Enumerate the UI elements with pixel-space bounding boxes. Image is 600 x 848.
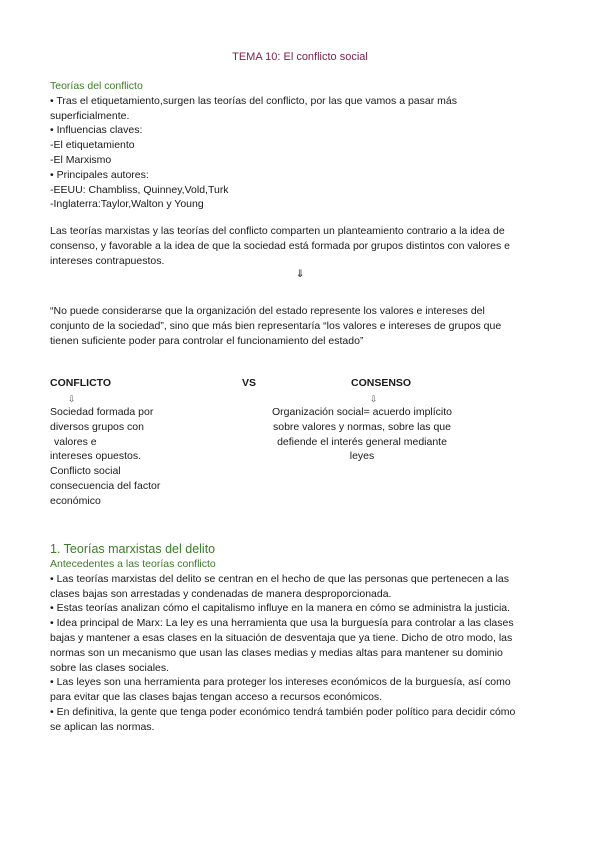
consenso-description: [262, 405, 462, 464]
conflicto-title: CONFLICTO: [50, 377, 112, 389]
text-line: • Principales autores:: [50, 168, 149, 181]
text-line: Sociedad formada por: [50, 406, 154, 418]
text-line: superficialmente.: [50, 109, 130, 122]
text-line: • Estas teorías analizan cómo el capitalismo influye en la manera en cómo se administra la justicia.: [50, 602, 511, 615]
text-line: -El Marxismo: [50, 153, 112, 166]
section-heading: 1. Teorías marxistas del delito: [50, 542, 216, 556]
quote-line: tienen suficiente poder para controlar el funcionamiento del estado”: [50, 334, 364, 347]
paragraph-consenso: [50, 224, 550, 282]
text-line: • Las leyes son una herramienta para proteger los intereses económicos de la burguesía, así como: [50, 676, 511, 689]
vs-label: VS: [242, 377, 257, 389]
text-line: para evitar que las clases bajas tengan acceso a recursos económicos.: [50, 691, 383, 704]
text-line: leyes: [349, 450, 375, 463]
text-line: diversos grupos con: [50, 420, 144, 433]
consenso-title: CONSENSO: [351, 377, 412, 389]
text-line: intereses contrapuestos.: [50, 254, 165, 267]
section-marxist: [50, 541, 550, 735]
conflicto-description: [50, 405, 220, 509]
text-line: sobre las clases sociales.: [50, 661, 170, 674]
section-subheading: Antecedentes a las teorías conflicto: [50, 558, 216, 570]
arrow-down-icon: ⇩: [370, 394, 378, 404]
text-line: bajas y mantener a esas clases en la situación de desventaja que ya tiene. Dicho de otro modo, las: [50, 631, 513, 644]
text-line: Organización social= acuerdo implícito: [271, 406, 453, 418]
text-line: se aplican las normas.: [50, 720, 155, 733]
text-line: • Tras el etiquetamiento,surgen las teorías del conflicto, por las que vamos a pasar más: [50, 94, 457, 107]
quote-block: [50, 304, 550, 348]
text-line: normas son un mecanismo que usan las clases medias y medias altas para mantener su dominio: [50, 646, 503, 659]
text-line: -EEUU: Chambliss, Quinney,Vold,Turk: [50, 183, 229, 196]
text-line: Las teorías marxistas y las teorías del conflicto comparten un planteamiento contrario a la idea de: [50, 225, 505, 237]
section-conflict: [50, 79, 550, 212]
text-line: • Influencias claves:: [50, 124, 143, 137]
arrow-down-icon: ⇩: [68, 394, 76, 404]
text-line: • En definitiva, la gente que tenga poder económico tendrá también poder político para decidir cómo: [50, 705, 516, 718]
text-line: • Las teorías marxistas del delito se centran en el hecho de que las personas que pertenecen a las: [50, 572, 509, 585]
text-line: económico: [50, 494, 101, 507]
text-line: defiende el interés general mediante: [277, 435, 447, 448]
text-line: sobre valores y normas, sobre las que: [272, 420, 451, 433]
quote-line: conjunto de la sociedad”, sino que más bien representaría “los valores e intereses de grupos que: [50, 319, 502, 332]
section-heading: Teorías del conflicto: [50, 80, 143, 92]
text-line: Conflicto social: [50, 465, 121, 478]
text-line: intereses opuestos.: [50, 450, 142, 463]
text-line: valores e: [54, 435, 97, 448]
text-line: -El etiquetamiento: [50, 139, 135, 152]
text-line: • Idea principal de Marx: La ley es una herramienta que usa la burguesía para controlar a las clases: [50, 617, 514, 630]
double-arrow-down-icon: ⇓: [295, 268, 305, 281]
quote-line: “No puede considerarse que la organización del estado represente los valores e intereses del: [50, 305, 485, 317]
text-line: clases bajas son arrestadas y condenadas de manera desproporcionada.: [50, 587, 392, 600]
text-line: consenso, y favorable a la idea de que la sociedad está formada por grupos distintos con valores e: [50, 239, 510, 252]
text-line: -Inglaterra:Taylor,Walton y Young: [50, 198, 204, 211]
text-line: consecuencia del factor: [50, 479, 161, 492]
page-title: TEMA 10: El conflicto social: [232, 51, 368, 63]
